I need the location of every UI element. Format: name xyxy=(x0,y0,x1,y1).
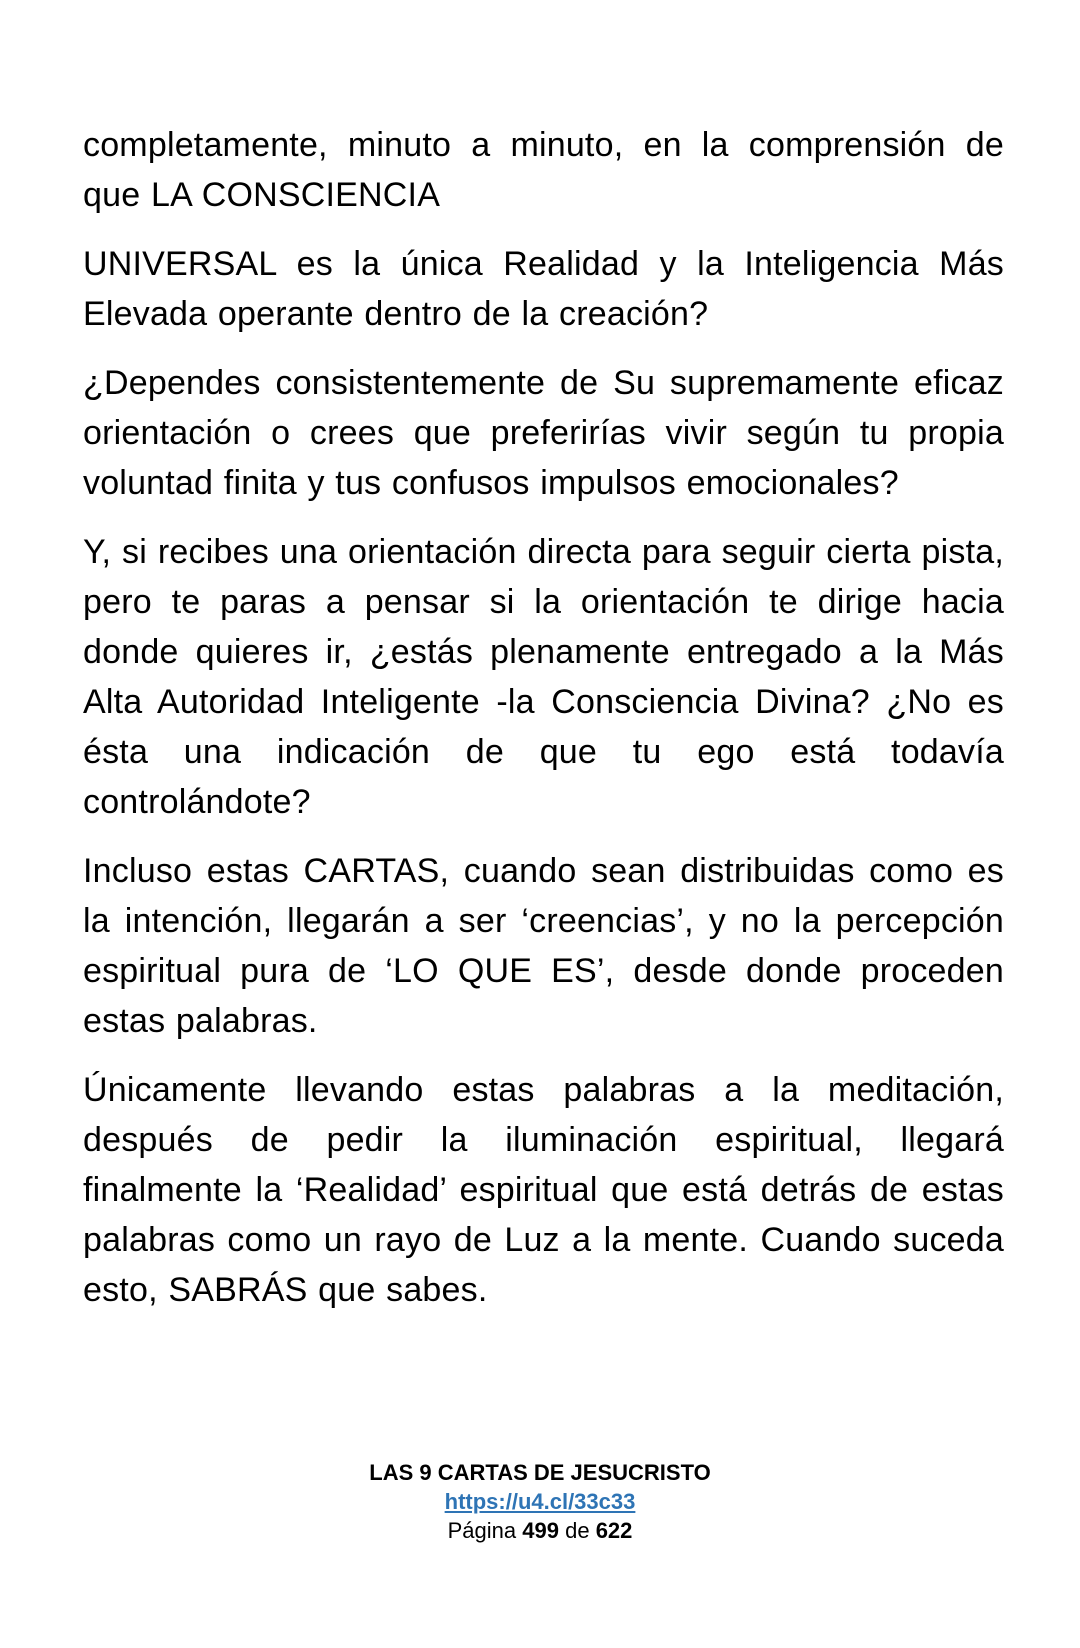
page-word: Página xyxy=(447,1518,517,1543)
footer-hyperlink[interactable]: https://u4.cl/33c33 xyxy=(444,1489,636,1514)
paragraph: ¿Dependes consistentemente de Su supremamente eficaz orientación o crees que preferirías vivir según tu propia voluntad finita y tus confusos impulsos emocionales? xyxy=(83,364,1004,502)
page-current: 499 xyxy=(522,1518,559,1543)
footer-link-line xyxy=(0,1487,1080,1516)
of-word: de xyxy=(565,1518,590,1543)
page-body xyxy=(83,120,1004,1334)
paragraph: Únicamente llevando estas palabras a la meditación, después de pedir la iluminación espiritual, llegará finalmente la ‘Realidad’ espiritual que está detrás de estas palabras como un rayo de Luz a la mente. Cuando suceda esto, SABRÁS que sabes. xyxy=(83,1071,1004,1309)
paragraph: Incluso estas CARTAS, cuando sean distribuidas como es la intención, llegarán a ser ‘creencias’, y no la percepción espiritual pura de ‘LO QUE ES’, desde donde proceden estas palabras. xyxy=(83,852,1004,1040)
footer-page-number xyxy=(0,1516,1080,1545)
paragraph: Y, si recibes una orientación directa para seguir cierta pista, pero te paras a pensar si la orientación te dirige hacia donde quieres ir, ¿estás plenamente entregado a la Más Alta Autoridad Inteligente -la Consciencia Divina? ¿No es ésta una indicación de que tu ego está todavía controlándote? xyxy=(83,533,1004,821)
footer-book-title: LAS 9 CARTAS DE JESUCRISTO xyxy=(369,1460,711,1485)
paragraph: UNIVERSAL es la única Realidad y la Inteligencia Más Elevada operante dentro de la creación? xyxy=(83,245,1004,333)
paragraph: completamente, minuto a minuto, en la comprensión de que LA CONSCIENCIA xyxy=(83,126,1004,214)
page-total: 622 xyxy=(595,1518,633,1543)
page-footer xyxy=(0,1458,1080,1545)
